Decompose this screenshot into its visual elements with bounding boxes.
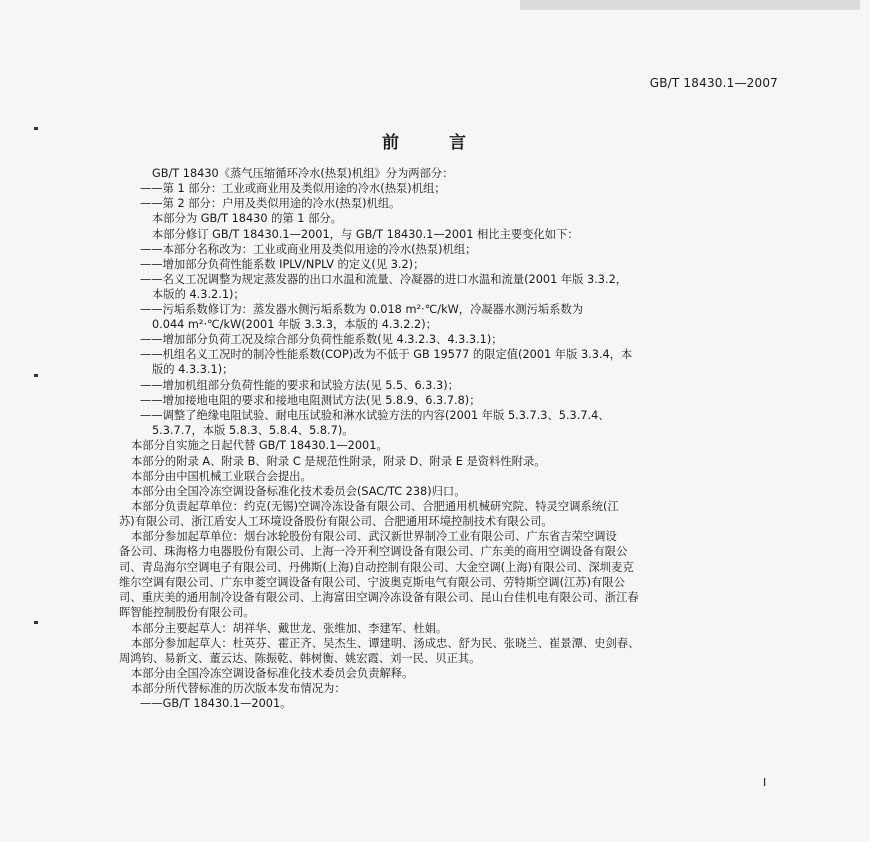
text-line: ——名义工况调整为规定蒸发器的出口水温和流量、冷凝器的进口水温和流量(2001 年版 3.3.2， xyxy=(140,273,628,286)
text-line: ——第 1 部分：工业或商业用及类似用途的冷水(热泵)机组； xyxy=(140,182,446,195)
standard-code: GB/T 18430.1—2007 xyxy=(649,76,778,90)
text-line: 本版的 4.3.2.1)； xyxy=(152,288,245,301)
text-line: 0.044 m²·℃/kW(2001 年版 3.3.3，本版的 4.3.2.2)； xyxy=(152,318,437,331)
text-line: 版的 4.3.3.1)； xyxy=(152,363,234,376)
text-line: ——增加接地电阻的要求和接地电阻测试方法(见 5.8.9、6.3.7.8)； xyxy=(140,394,481,407)
text-line: 本部分主要起草人：胡祥华、戴世龙、张维加、李建军、杜娟。 xyxy=(131,622,448,635)
text-line: ——第 2 部分：户用及类似用途的冷水(热泵)机组。 xyxy=(140,197,401,210)
text-line: 本部分参加起草单位：烟台冰轮股份有限公司、武汉新世界制冷工业有限公司、广东省吉荣空调设 xyxy=(131,530,617,543)
text-line: ——增加机组部分负荷性能的要求和试验方法(见 5.5、6.3.3)； xyxy=(140,379,459,392)
text-line: 本部分由全国冷冻空调设备标准化技术委员会(SAC/TC 238)归口。 xyxy=(131,485,466,498)
page-title: 前 言 xyxy=(382,133,488,153)
text-line: ——GB/T 18430.1—2001。 xyxy=(140,697,292,710)
text-line: 本部分由全国冷冻空调设备标准化技术委员会负责解释。 xyxy=(131,667,414,680)
text-line: 本部分所代替标准的历次版本发布情况为： xyxy=(131,682,346,695)
page-number: I xyxy=(763,776,767,789)
text-line: ——本部分名称改为：工业或商业用及类似用途的冷水(热泵)机组； xyxy=(140,243,477,256)
text-line: ——机组名义工况时的制冷性能系数(COP)改为不低于 GB 19577 的限定值(2001 年版 3.3.4，本 xyxy=(140,348,633,361)
text-line: 维尔空调有限公司、广东申菱空调设备有限公司、宁波奥克斯电气有限公司、劳特斯空调(江苏)有限公 xyxy=(119,576,625,589)
text-line: 苏)有限公司、浙江盾安人工环境设备股份有限公司、合肥通用环境控制技术有限公司。 xyxy=(119,515,553,528)
scan-edge-strip xyxy=(520,0,860,10)
text-line: ——增加部分负荷性能系数 IPLV/NPLV 的定义(见 3.2)； xyxy=(140,258,425,271)
scan-speck xyxy=(34,621,38,624)
text-line: 本部分为 GB/T 18430 的第 1 部分。 xyxy=(152,212,342,225)
text-line: 本部分的附录 A、附录 B、附录 C 是规范性附录，附录 D、附录 E 是资料性附录。 xyxy=(131,455,546,468)
text-line: ——调整了绝缘电阻试验、耐电压试验和淋水试验方法的内容(2001 年版 5.3.7.3、5.3.7.4、 xyxy=(140,409,610,422)
text-line: 备公司、珠海格力电器股份有限公司、上海一冷开利空调设备有限公司、广东美的商用空调设备有限公 xyxy=(119,545,628,558)
text-line: 本部分参加起草人：杜英芬、霍正齐、吴杰生、谭建明、汤成忠、舒为民、张晓兰、崔景潭、史剑春、 xyxy=(131,637,640,650)
text-line: ——污垢系数修订为：蒸发器水侧污垢系数为 0.018 m²·℃/kW，冷凝器水测污垢系数为 xyxy=(140,303,584,316)
text-line: GB/T 18430《蒸气压缩循环冷水(热泵)机组》分为两部分： xyxy=(152,167,454,180)
scan-speck xyxy=(34,374,38,377)
text-line: 周鸿钧、易新文、董云达、陈振乾、韩树衡、姚宏霞、刘一民、贝正其。 xyxy=(119,652,481,665)
text-line: 本部分负责起草单位：约克(无锡)空调冷冻设备有限公司、合肥通用机械研究院、特灵空调系统(江 xyxy=(131,500,619,513)
text-line: 5.3.7.7，本版 5.8.3、5.8.4、5.8.7)。 xyxy=(152,424,354,437)
text-line: 晖智能控制股份有限公司。 xyxy=(119,606,255,619)
text-line: 本部分自实施之日起代替 GB/T 18430.1—2001。 xyxy=(131,439,388,452)
text-line: 司、青岛海尔空调电子有限公司、丹佛斯(上海)自动控制有限公司、大金空调(上海)有限公司、深圳麦克 xyxy=(119,561,634,574)
text-line: 本部分修订 GB/T 18430.1—2001，与 GB/T 18430.1—2001 相比主要变化如下： xyxy=(152,228,579,241)
text-line: 司、重庆美的通用制冷设备有限公司、上海富田空调冷冻设备有限公司、昆山台佳机电有限公司、浙江春 xyxy=(119,591,639,604)
text-line: 本部分由中国机械工业联合会提出。 xyxy=(131,470,312,483)
text-line: ——增加部分负荷工况及综合部分负荷性能系数(见 4.3.2.3、4.3.3.1)； xyxy=(140,333,503,346)
